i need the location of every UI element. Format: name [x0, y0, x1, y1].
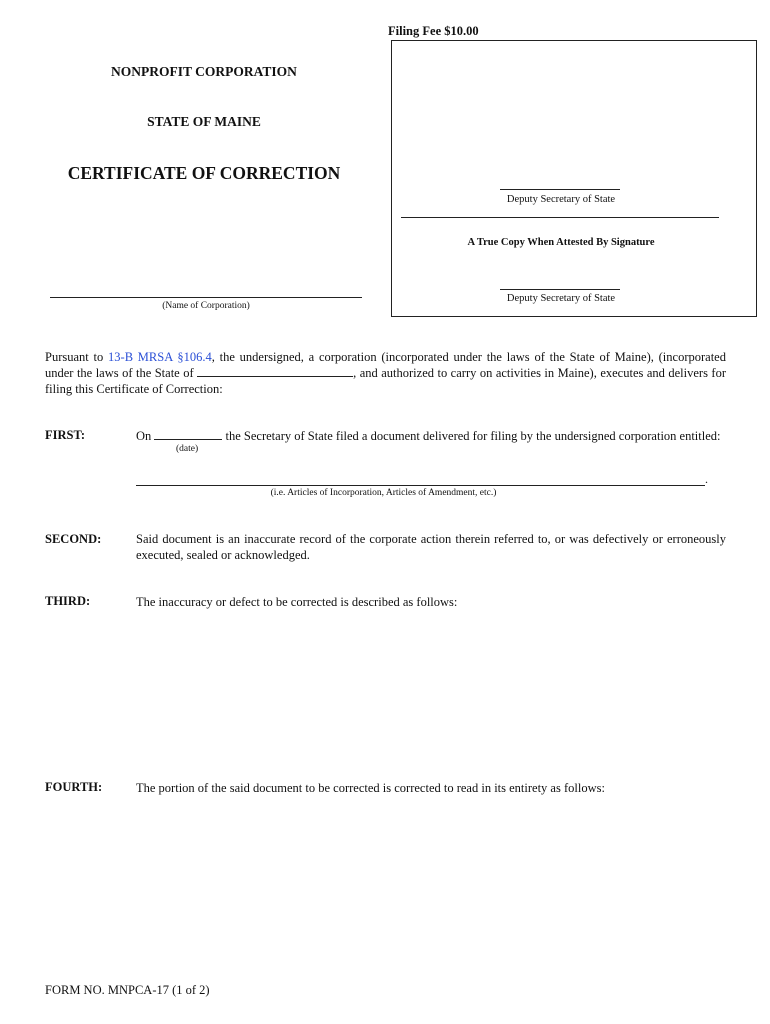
- corporation-name-caption: (Name of Corporation): [162, 301, 250, 311]
- date-caption: (date): [176, 444, 199, 454]
- filing-fee: Filing Fee $10.00: [388, 24, 479, 38]
- fourth-correction-area[interactable]: [136, 804, 726, 964]
- statute-link[interactable]: 13-B MRSA §106.4: [108, 350, 212, 364]
- fourth-text: The portion of the said document to be corrected is corrected to read in its entirety as follows:: [136, 781, 605, 795]
- deputy-signature-line-2: [500, 289, 620, 290]
- form-number: FORM NO. MNPCA-17 (1 of 2): [45, 983, 210, 997]
- document-title-period: .: [705, 472, 708, 486]
- second-label: SECOND:: [45, 532, 102, 546]
- intro-text-post1: , the undersigned, a corporation (incorporated under the laws of the State of Maine), (incorporated under the laws of the State of: [45, 350, 726, 380]
- page-title: CERTIFICATE OF CORRECTION: [67, 163, 341, 183]
- intro-paragraph: [45, 349, 726, 397]
- filing-date-field[interactable]: [154, 428, 222, 440]
- intro-text-pre: Pursuant to: [45, 350, 109, 364]
- deputy-signature-line-1: [500, 189, 620, 190]
- attest-text: A True Copy When Attested By Signature: [467, 237, 655, 248]
- deputy-secretary-label-2: Deputy Secretary of State: [506, 293, 616, 304]
- third-description-area[interactable]: [136, 618, 726, 768]
- deputy-secretary-label-1: Deputy Secretary of State: [506, 194, 616, 205]
- document-title-field[interactable]: [136, 485, 705, 486]
- first-on: On: [136, 429, 152, 443]
- intro-text-post2: , and authorized to carry on activities in Maine), executes and delivers for filing this Certificate of Correction:: [45, 366, 726, 396]
- first-body: the Secretary of State filed a document delivered for filing by the undersigned corporation entitled:: [225, 429, 721, 443]
- fourth-label: FOURTH:: [45, 780, 103, 794]
- filing-box-divider: [401, 217, 719, 218]
- third-label: THIRD:: [45, 594, 91, 608]
- second-text: Said document is an inaccurate record of the corporate action therein referred to, or was defectively or erroneously executed, sealed or acknowledged.: [136, 532, 726, 562]
- corporation-name-field[interactable]: [50, 297, 362, 298]
- org-type-heading: NONPROFIT CORPORATION: [111, 64, 297, 79]
- first-label: FIRST:: [45, 428, 86, 442]
- third-text: The inaccuracy or defect to be corrected is described as follows:: [136, 595, 458, 609]
- document-title-caption: (i.e. Articles of Incorporation, Articles of Amendment, etc.): [270, 488, 497, 498]
- state-heading: STATE OF MAINE: [147, 114, 261, 129]
- first-text: [136, 428, 726, 444]
- state-of-incorporation-field[interactable]: [197, 365, 353, 377]
- filing-stamp-box: [391, 40, 757, 317]
